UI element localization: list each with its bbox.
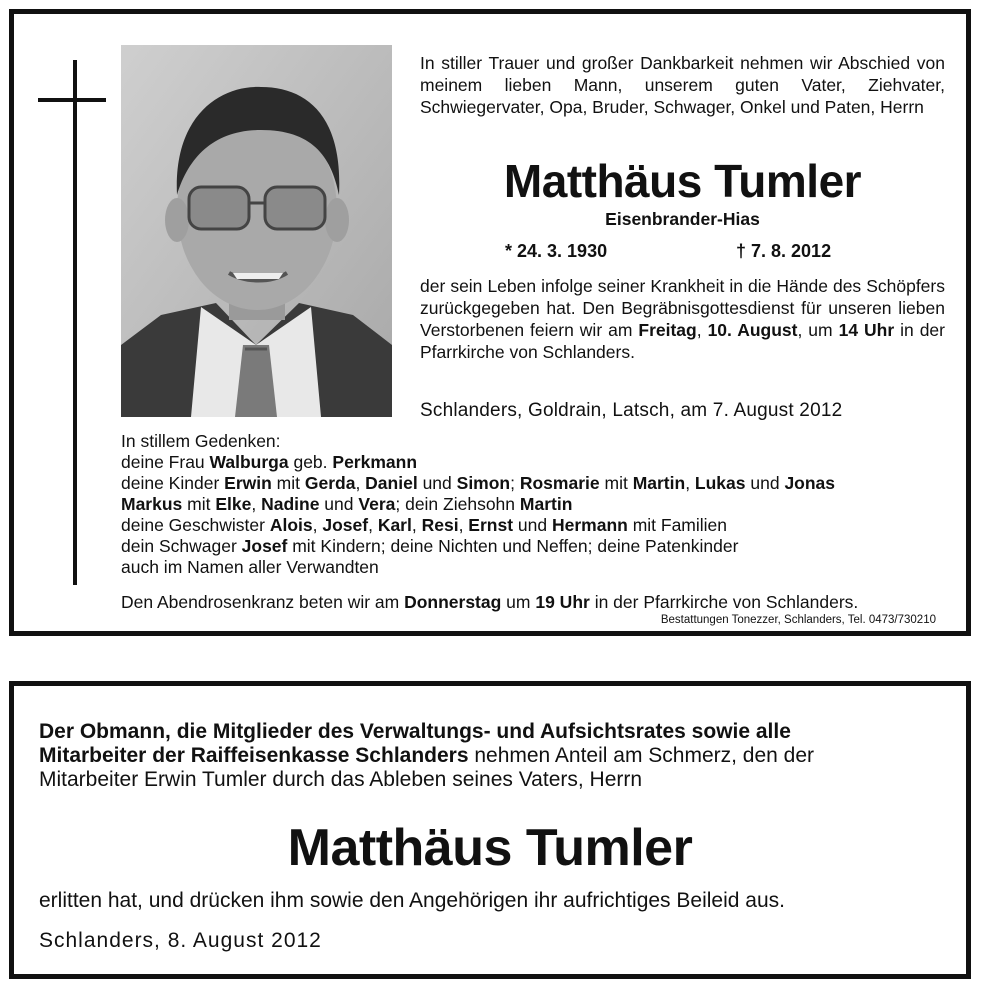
death-notice [9, 9, 971, 636]
family-line: dein Schwager Josef mit Kindern; deine Nichten und Neffen; deine Patenkinder [121, 536, 739, 556]
condolence-notice [9, 681, 971, 979]
condolence-text: Der Obmann, die Mitglieder des Verwaltungs- und Aufsichtsrates sowie alle Mitarbeiter der Raiffeisenkasse Schlanders nehmen Anteil am Schmerz, den der Mitarbeiter Erwin Tumler durch das Ableben seines Vaters, Herrn [39, 720, 815, 791]
funeral-home: Bestattungen Tonezzer, Schlanders, Tel. 0473/730210 [660, 614, 936, 626]
cross-icon-bar [38, 98, 106, 102]
family-line: deine Geschwister Alois, Josef, Karl, Resi, Ernst und Hermann mit Familien [121, 515, 728, 535]
condolence-name: Matthäus Tumler [287, 819, 693, 877]
family-line: deine Frau Walburga geb. Perkmann [121, 452, 418, 472]
intro-text: In stiller Trauer und großer Dankbarkeit nehmen wir Abschied von meinem lieben Mann, unserem guten Vater, Ziehvater, Schwiegervater, Opa, Bruder, Schwager, Onkel und Paten, Herrn [420, 53, 945, 117]
cross-icon [73, 60, 77, 585]
family-line: auch im Namen aller Verwandten [121, 557, 379, 577]
memory-heading: In stillem Gedenken: [121, 431, 281, 451]
deceased-name: Matthäus Tumler [503, 155, 862, 207]
family-list [121, 431, 949, 578]
death-date: † 7. 8. 2012 [736, 241, 832, 261]
funeral-text: der sein Leben infolge seiner Krankheit in die Hände des Schöpfers zurückgegeben hat. Den Begräbnisgottesdienst für unseren lieben Verstorbenen feiern wir am Freitag, 10. August, um 14 Uhr in der Pfarrkirche von Schlanders. [420, 276, 945, 362]
condolence-closing: erlitten hat, und drücken ihm sowie den Angehörigen ihr aufrichtiges Beileid aus. [39, 889, 785, 912]
rosary-text: Den Abendrosenkranz beten wir am Donnerstag um 19 Uhr in der Pfarrkirche von Schlanders. [121, 592, 859, 612]
condolence-place-date: Schlanders, 8. August 2012 [39, 929, 322, 952]
portrait-photo [121, 45, 392, 417]
birth-date: * 24. 3. 1930 [505, 241, 608, 261]
family-line: deine Kinder Erwin mit Gerda, Daniel und Simon; Rosmarie mit Martin, Lukas und Jonas [121, 473, 836, 493]
family-line: Markus mit Elke, Nadine und Vera; dein Ziehsohn Martin [121, 494, 573, 514]
place-date: Schlanders, Goldrain, Latsch, am 7. August 2012 [420, 400, 843, 421]
nickname: Eisenbrander-Hias [605, 209, 760, 229]
